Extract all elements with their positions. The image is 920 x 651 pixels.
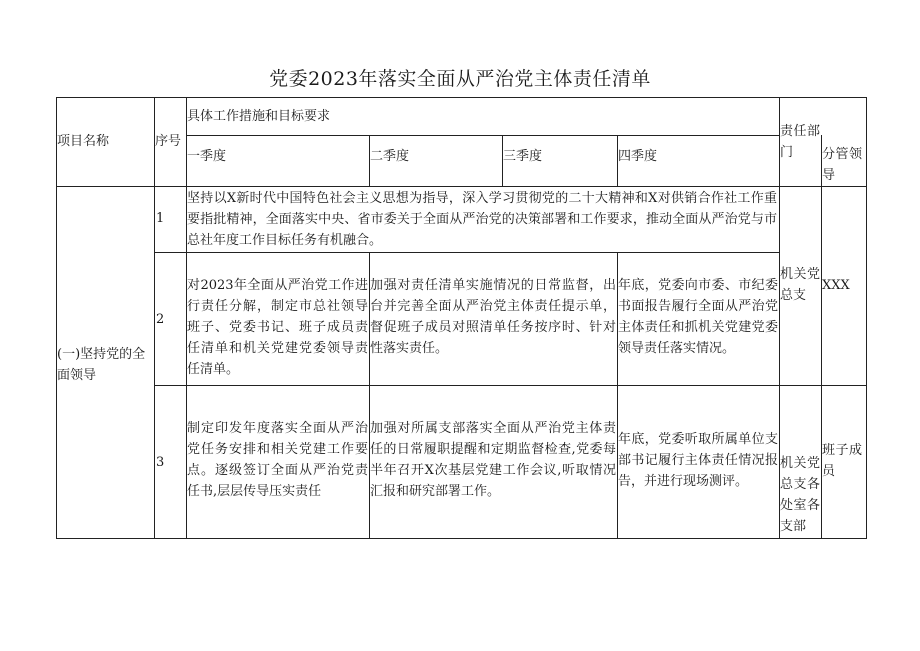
- row-1-content: 坚持以X新时代中国特色社会主义思想为指导，深入学习贯彻党的二十大精神和X对供销合作社工作重要指批精神，全面落实中央、省市委关于全面从严治党的决策部署和工作要求，推动全面从严治党与市总社年度工作目标任务有机融合。: [187, 191, 777, 248]
- header-q3: 三季度: [503, 149, 543, 164]
- row-2-q1: 对2023年全面从严治党工作进行责任分解，制定市总社领导班子、党委书记、班子成员责任清单和机关党建党委领导责任清单。: [187, 278, 368, 377]
- row-2-seq: 2: [156, 312, 165, 327]
- header-seq: 序号: [155, 134, 182, 149]
- header-q1: 一季度: [187, 149, 227, 164]
- header-q4: 四季度: [618, 149, 658, 164]
- row-2-q4: 年底，党委向市委、市纪委书面报告履行全面从严治党主体责任和抓机关党建党委领导责任落实情况。: [618, 278, 778, 356]
- row-3-q2-q3: 加强对所属支部落实全面从严治党主体责任的日常履职提醒和定期监督检查,党委每半年召开X次基层党建工作会议,听取情况汇报和研究部署工作。: [370, 421, 616, 499]
- row-2-q2-q3: 加强对责任清单实施情况的日常监督，出台并完善全面从严治党主体责任提示单，督促班子成员对照清单任务按序时、针对性落实责任。: [370, 278, 616, 356]
- header-measures: 具体工作措施和目标要求: [187, 109, 331, 124]
- header-dept: 责任部门: [780, 124, 820, 160]
- header-q2: 二季度: [370, 149, 410, 164]
- header-leader: 分管领导: [822, 147, 862, 183]
- project-name: (一)坚持党的全面领导: [57, 347, 146, 383]
- row-1-seq: 1: [156, 211, 165, 226]
- row-1-2-leader: XXX: [822, 278, 850, 293]
- row-3-q1: 制定印发年度落实全面从严治党任务安排和相关党建工作要点。逐级签订全面从严治党责任书,层层传导压实责任: [187, 421, 368, 499]
- row-3-leader: 班子成员: [822, 443, 862, 479]
- row-1-2-dept: 机关党总支: [780, 267, 820, 303]
- row-3-seq: 3: [156, 455, 165, 470]
- page-title: 党委2023年落实全面从严治党主体责任清单: [269, 68, 651, 90]
- row-3-dept: 机关党总支各处室各支部: [780, 456, 820, 534]
- row-3-q4: 年底，党委听取所属单位支部书记履行主体责任情况报告，并进行现场测评。: [618, 432, 778, 489]
- header-project-name: 项目名称: [57, 134, 110, 149]
